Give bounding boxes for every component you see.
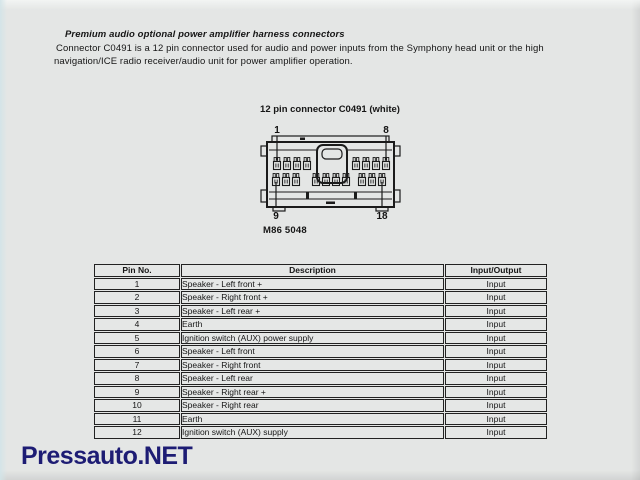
table-row [94, 291, 547, 304]
description-cell: Speaker - Right front [181, 359, 444, 372]
pin-label-1: 1 [274, 125, 280, 136]
body-text-line-1: Connector C0491 is a 12 pin connector used for audio and power inputs from the Symphony head unit or the high [56, 43, 544, 54]
header-input-output: Input/Output [445, 264, 547, 277]
input-output-cell: Input [445, 278, 547, 291]
pin-number-cell: 1 [94, 278, 180, 291]
table-row [94, 399, 547, 412]
table-row [94, 318, 547, 331]
pin-number-cell: 2 [94, 291, 180, 304]
table-row [94, 413, 547, 426]
header-description: Description [181, 264, 444, 277]
pin-number-cell: 10 [94, 399, 180, 412]
pin-table-body [94, 278, 547, 439]
input-output-cell: Input [445, 386, 547, 399]
description-cell: Earth [181, 413, 444, 426]
header-block [56, 28, 604, 68]
pin-number-cell: 12 [94, 426, 180, 439]
pinout-table [93, 263, 548, 440]
top-strip-notch [300, 138, 305, 141]
description-cell: Speaker - Right front + [181, 291, 444, 304]
table-row [94, 386, 547, 399]
pin-number-cell: 4 [94, 318, 180, 331]
description-cell: Ignition switch (AUX) supply [181, 426, 444, 439]
input-output-cell: Input [445, 426, 547, 439]
description-cell: Speaker - Right rear [181, 399, 444, 412]
table-row [94, 372, 547, 385]
pin-label-18: 18 [376, 211, 388, 222]
pin-number-cell: 6 [94, 345, 180, 358]
table-row [94, 305, 547, 318]
pin-number-cell: 8 [94, 372, 180, 385]
table-row [94, 332, 547, 345]
input-output-cell: Input [445, 291, 547, 304]
lower-tick [354, 192, 357, 200]
header-pin-no: Pin No. [94, 264, 180, 277]
table-header-row [94, 264, 547, 277]
section-title: Premium audio optional power amplifier harness connectors [65, 29, 345, 40]
description-cell: Ignition switch (AUX) power supply [181, 332, 444, 345]
input-output-cell: Input [445, 345, 547, 358]
table-row [94, 426, 547, 439]
input-output-cell: Input [445, 332, 547, 345]
input-output-cell: Input [445, 359, 547, 372]
connector-diagram-title: 12 pin connector C0491 (white) [260, 104, 400, 115]
description-cell: Speaker - Left rear [181, 372, 444, 385]
description-cell: Earth [181, 318, 444, 331]
pin-number-cell: 11 [94, 413, 180, 426]
bottom-dash [326, 202, 335, 205]
watermark-text: Pressauto.NET [21, 442, 193, 470]
connector-drawing [250, 120, 410, 240]
input-output-cell: Input [445, 413, 547, 426]
description-cell: Speaker - Left rear + [181, 305, 444, 318]
pin-label-8: 8 [383, 125, 389, 136]
description-cell: Speaker - Left front [181, 345, 444, 358]
input-output-cell: Input [445, 318, 547, 331]
pin-number-cell: 3 [94, 305, 180, 318]
table-row [94, 345, 547, 358]
description-cell: Speaker - Left front + [181, 278, 444, 291]
input-output-cell: Input [445, 399, 547, 412]
input-output-cell: Input [445, 372, 547, 385]
pin-number-cell: 7 [94, 359, 180, 372]
pin-number-cell: 5 [94, 332, 180, 345]
input-output-cell: Input [445, 305, 547, 318]
lower-tick [306, 192, 309, 200]
pin-label-9: 9 [273, 211, 279, 222]
connector-diagram [240, 104, 420, 249]
latch-inner [322, 149, 342, 159]
description-cell: Speaker - Right rear + [181, 386, 444, 399]
body-text-line-2: navigation/ICE radio receiver/audio unit for power amplifier operation. [54, 56, 353, 67]
pinout-table-container [93, 263, 548, 440]
table-row [94, 278, 547, 291]
connector-part-number: M86 5048 [263, 225, 307, 236]
pin-number-cell: 9 [94, 386, 180, 399]
table-row [94, 359, 547, 372]
